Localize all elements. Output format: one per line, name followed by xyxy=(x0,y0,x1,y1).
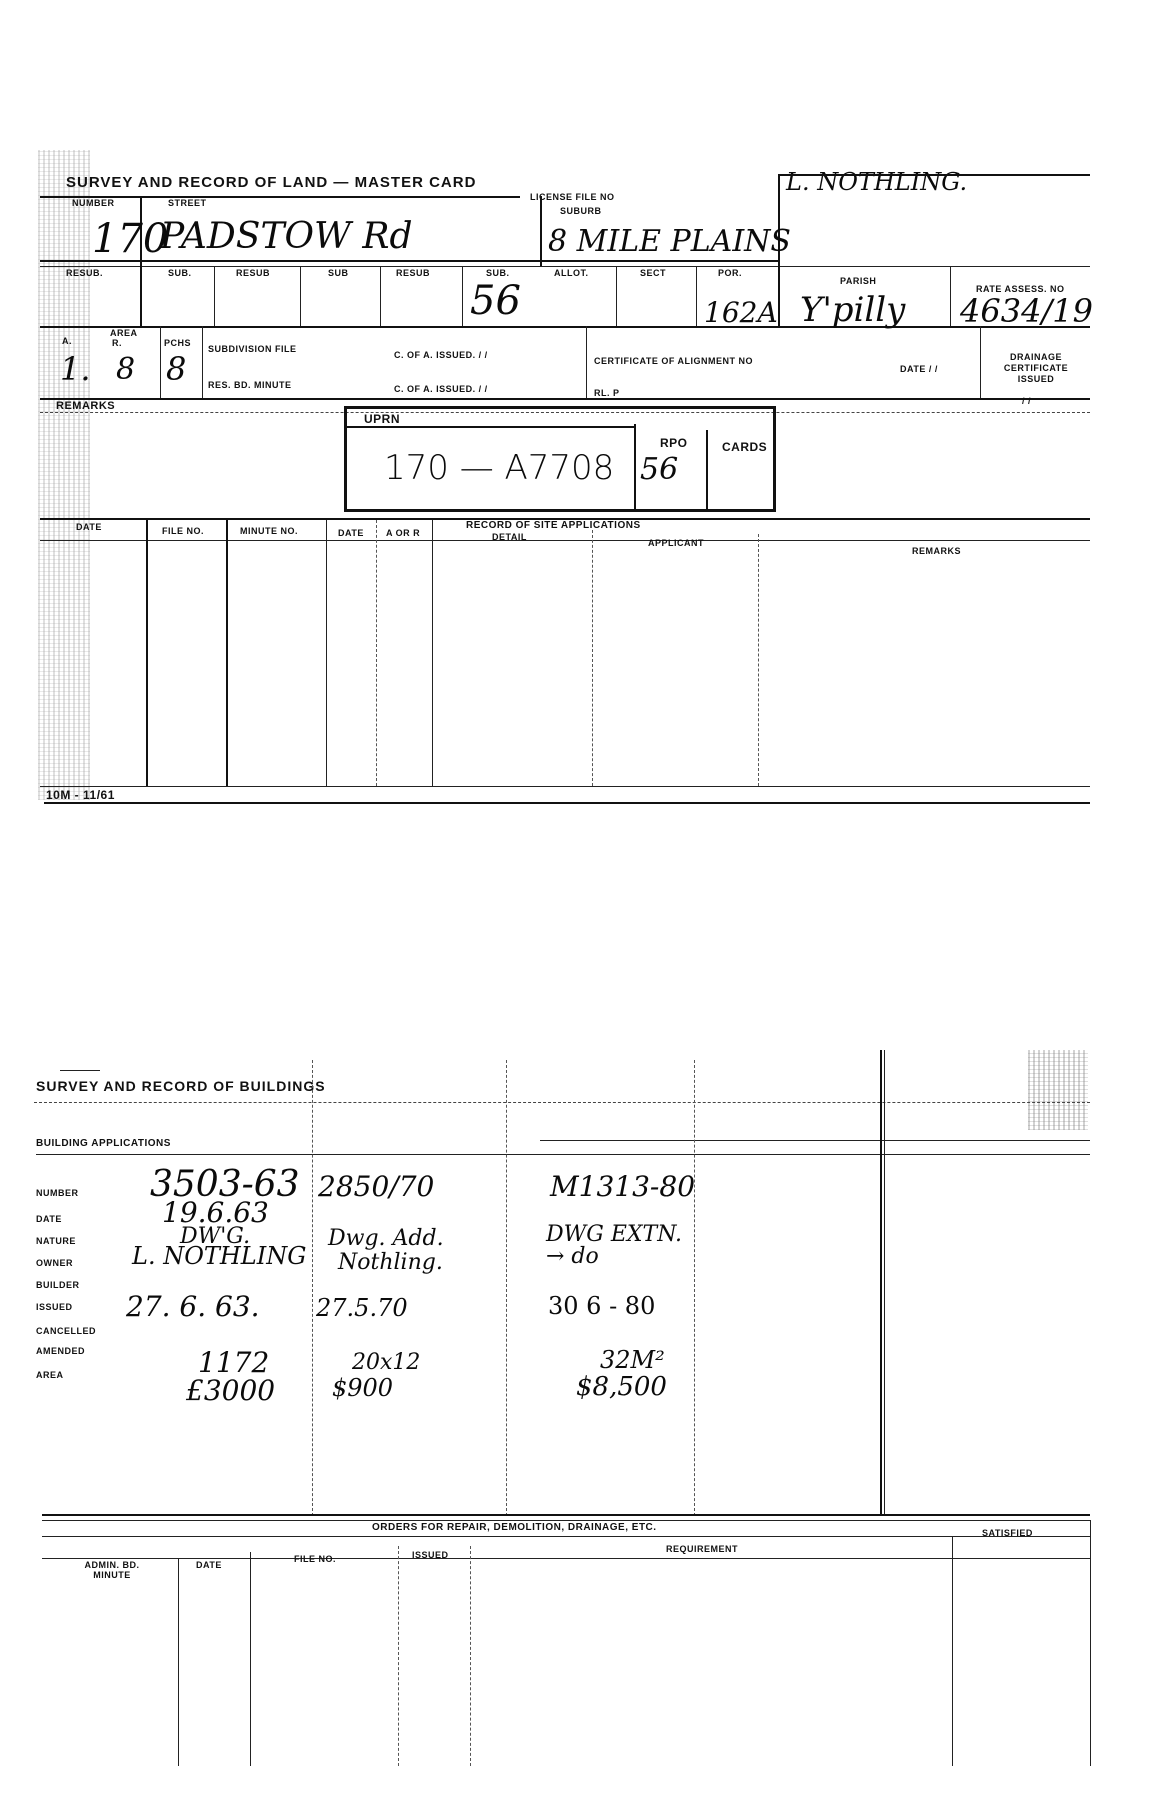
label-number: NUMBER xyxy=(72,198,115,208)
scan-noise xyxy=(38,150,90,800)
value-sub: 56 xyxy=(470,278,521,324)
site-col-a-or-r: A OR R xyxy=(386,528,421,538)
app3-area: 32M² xyxy=(600,1346,665,1374)
label-cert-alignment: CERTIFICATE OF ALIGNMENT NO xyxy=(594,356,753,366)
label-sect: SECT xyxy=(640,268,667,278)
app2-number: 2850/70 xyxy=(318,1170,435,1203)
land-card-title: SURVEY AND RECORD OF LAND — MASTER CARD xyxy=(66,174,477,191)
app3-number: M1313-80 xyxy=(550,1170,696,1203)
uprn-value: 170 — A7708 xyxy=(384,448,615,488)
label-street: STREET xyxy=(168,198,207,208)
row-label-date: DATE xyxy=(36,1214,62,1224)
label-por: POR. xyxy=(718,268,743,278)
label-c-of-a-2: C. OF A. ISSUED. / / xyxy=(394,384,488,394)
label-rl-p: RL. P xyxy=(594,388,620,398)
uprn-label: UPRN xyxy=(364,412,401,426)
value-number: 170 xyxy=(92,216,169,262)
label-parish: PARISH xyxy=(840,276,877,286)
app2-nature: Dwg. Add. xyxy=(328,1226,444,1251)
app1-nature: DW'G. xyxy=(180,1224,251,1249)
orders-col-satisfied: SATISFIED xyxy=(982,1528,1033,1538)
license-file-label: LICENSE FILE NO xyxy=(530,192,615,202)
app1-issued: 27. 6. 63. xyxy=(126,1290,260,1323)
building-applications-label: BUILDING APPLICATIONS xyxy=(36,1138,171,1149)
app2-value: $900 xyxy=(332,1374,394,1402)
app3-value: $8,500 xyxy=(576,1372,667,1402)
row-label-cancelled: CANCELLED xyxy=(36,1326,96,1336)
label-res-bd-minute: RES. BD. MINUTE xyxy=(208,380,292,390)
app1-area: 1172 xyxy=(198,1346,270,1379)
orders-col-date: DATE xyxy=(196,1560,222,1570)
label-rate-assess: RATE ASSESS. NO xyxy=(976,284,1065,294)
app3-issued: 30 6 - 80 xyxy=(548,1292,656,1320)
site-col-file-no: FILE NO. xyxy=(162,526,204,536)
cards-label: CARDS xyxy=(722,440,768,454)
value-street: PADSTOW Rd xyxy=(160,216,413,257)
orders-col-requirement: REQUIREMENT xyxy=(666,1544,739,1554)
row-label-number: NUMBER xyxy=(36,1188,79,1198)
value-por: 162A xyxy=(704,296,778,329)
label-drainage-slash: / / xyxy=(1022,396,1032,406)
label-c-of-a-1: C. OF A. ISSUED. / / xyxy=(394,350,488,360)
label-date: DATE / / xyxy=(900,364,938,374)
row-label-builder: BUILDER xyxy=(36,1280,80,1290)
app3-owner: → do xyxy=(546,1244,599,1269)
footer-code: 10M - 11/61 xyxy=(46,788,115,802)
label-pchs: PCHS xyxy=(164,338,192,348)
app1-date: 19.6.63 xyxy=(162,1196,269,1229)
app1-owner: L. NOTHLING xyxy=(132,1242,307,1270)
value-area-r: 8 xyxy=(116,352,136,387)
app2-area: 20x12 xyxy=(352,1350,421,1375)
value-area-a: 1. xyxy=(60,350,91,388)
buildings-card-title: SURVEY AND RECORD OF BUILDINGS xyxy=(36,1078,326,1094)
row-label-issued: ISSUED xyxy=(36,1302,73,1312)
app1-number: 3503-63 xyxy=(150,1164,300,1205)
rpo-label: RPO xyxy=(660,436,688,450)
rpo-value: 56 xyxy=(640,452,679,487)
orders-title: ORDERS FOR REPAIR, DEMOLITION, DRAINAGE, ETC. xyxy=(372,1522,657,1533)
site-col-applicant: APPLICANT xyxy=(648,538,704,548)
label-drainage-cert: DRAINAGE CERTIFICATE ISSUED xyxy=(1003,352,1069,384)
site-col-minute-no: MINUTE NO. xyxy=(240,526,298,536)
label-sub2: SUB xyxy=(328,268,349,278)
app1-value: £3000 xyxy=(186,1374,276,1407)
label-resub3: RESUB xyxy=(396,268,431,278)
label-resub: RESUB. xyxy=(66,268,104,278)
app3-nature: DWG EXTN. xyxy=(546,1222,683,1247)
app2-owner: Nothling. xyxy=(338,1250,443,1275)
orders-col-admin-minute: ADMIN. BD. MINUTE xyxy=(84,1560,140,1580)
label-r: R. xyxy=(112,338,122,348)
row-label-amended: AMENDED xyxy=(36,1346,86,1356)
site-col-remarks: REMARKS xyxy=(912,546,962,556)
owner-name: L. NOTHLING. xyxy=(786,168,968,196)
row-label-area: AREA xyxy=(36,1370,64,1380)
value-parish: Y'pilly xyxy=(800,290,906,330)
row-label-owner: OWNER xyxy=(36,1258,73,1268)
site-col-date: DATE xyxy=(76,522,102,532)
scan-noise-corner xyxy=(1028,1050,1088,1130)
value-pchs: 8 xyxy=(166,350,187,388)
site-col-detail: DETAIL xyxy=(492,532,527,542)
label-remarks: REMARKS xyxy=(56,400,116,412)
label-a: A. xyxy=(62,336,72,346)
row-label-nature: NATURE xyxy=(36,1236,76,1246)
label-sub3: SUB. xyxy=(486,268,510,278)
label-subdivision-file: SUBDIVISION FILE xyxy=(208,344,297,354)
label-sub: SUB. xyxy=(168,268,192,278)
site-col-date2: DATE xyxy=(338,528,364,538)
label-area: AREA xyxy=(110,328,138,338)
label-allot: ALLOT. xyxy=(554,268,589,278)
value-rate-assess: 4634/19 xyxy=(960,292,1093,330)
label-resub2: RESUB xyxy=(236,268,271,278)
orders-col-file-no: FILE NO. xyxy=(294,1554,336,1564)
orders-col-issued: ISSUED xyxy=(412,1550,449,1560)
value-suburb: 8 MILE PLAINS xyxy=(548,224,791,259)
app2-issued: 27.5.70 xyxy=(316,1294,408,1322)
site-applications-title: RECORD OF SITE APPLICATIONS xyxy=(466,520,641,531)
label-suburb: SUBURB xyxy=(560,206,602,216)
